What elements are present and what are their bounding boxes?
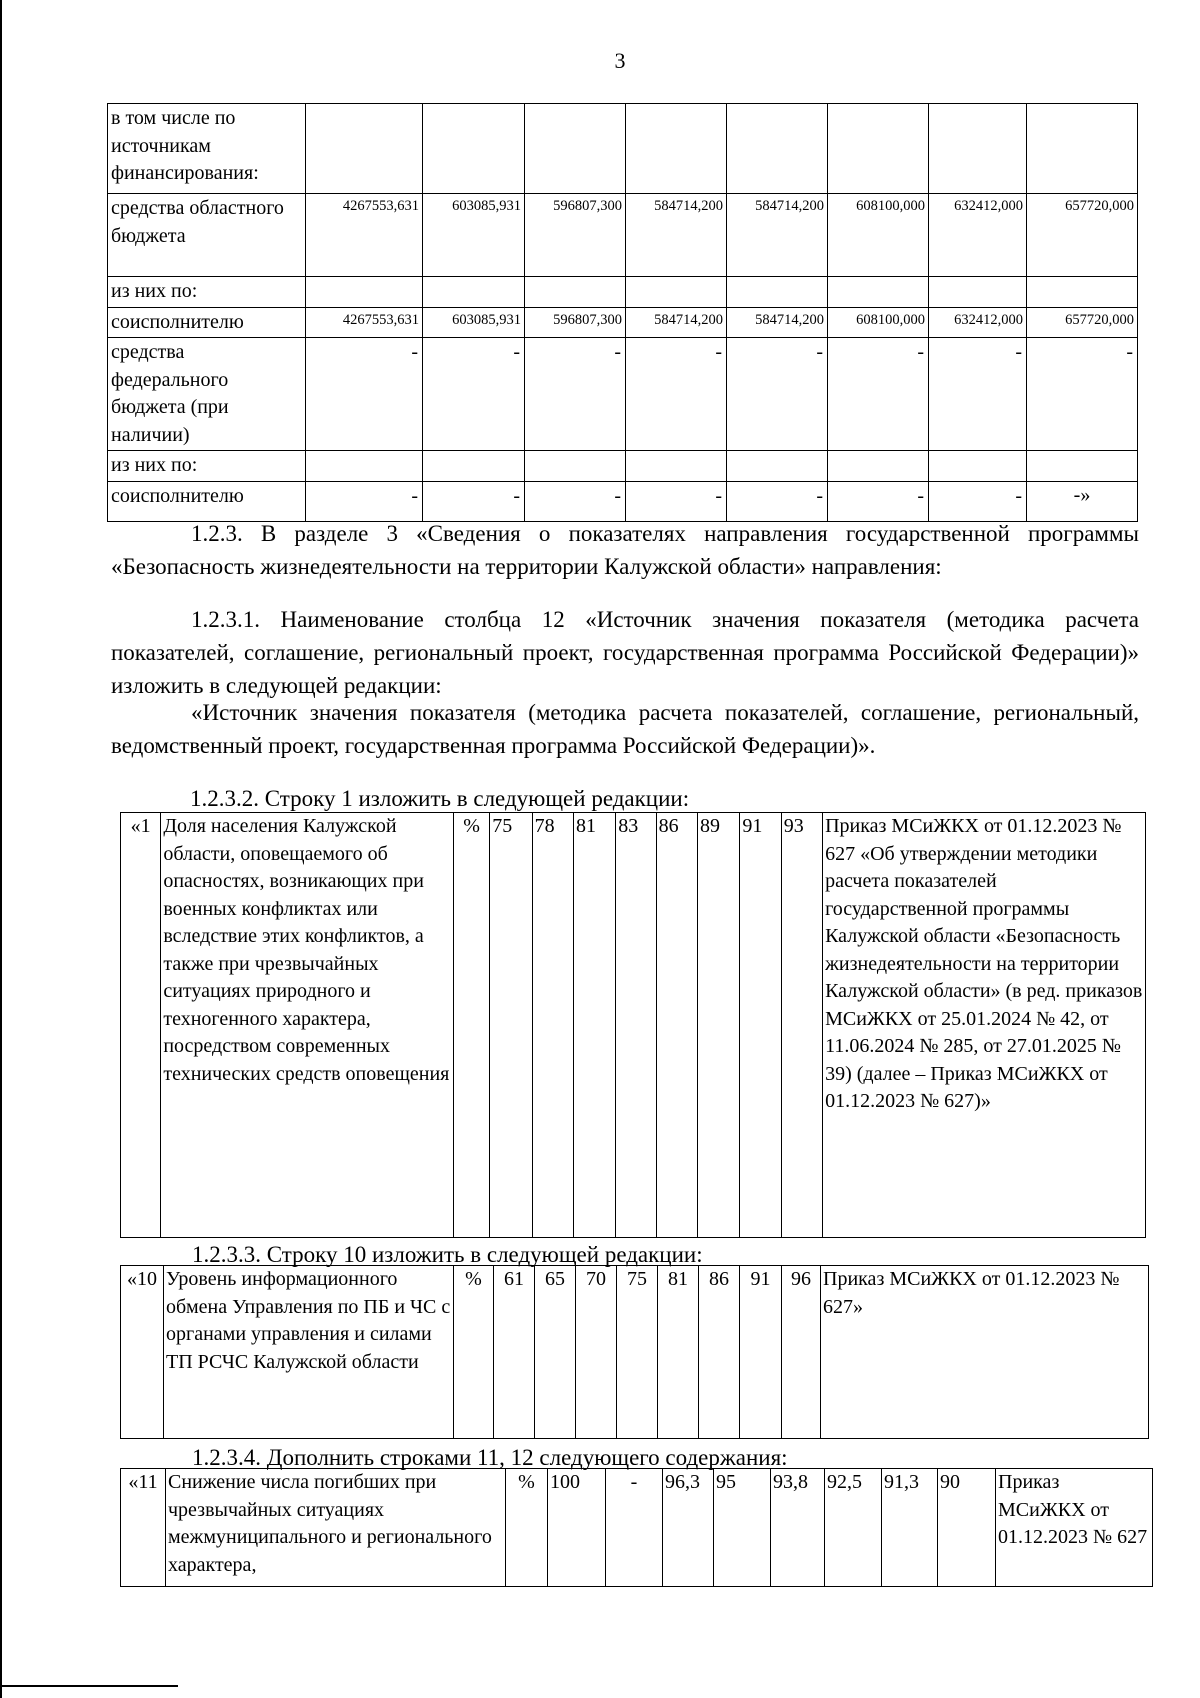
table-cell: 608100,000 (828, 307, 929, 338)
table-cell: 657720,000 (1027, 194, 1138, 277)
table-cell: - (727, 338, 828, 451)
table-cell: 89 (698, 813, 740, 1238)
table-row (108, 194, 1138, 277)
table-cell: 632412,000 (929, 194, 1027, 277)
table-row (121, 813, 1146, 1238)
table-cell: - (306, 338, 423, 451)
table-cell: 657720,000 (1027, 307, 1138, 338)
financing-table (107, 103, 1138, 522)
row-number: «10 (121, 1266, 164, 1439)
table-cell: 584714,200 (626, 307, 727, 338)
table-cell: - (606, 1469, 663, 1587)
indicator-row-10-table (120, 1265, 1149, 1439)
table-cell: 584714,200 (727, 194, 828, 277)
table-cell: - (828, 338, 929, 451)
table-cell: 78 (532, 813, 573, 1238)
page-number: 3 (614, 48, 626, 73)
indicator-row-1-table (120, 812, 1146, 1238)
co-executor-label: соисполнителю (108, 307, 306, 338)
source: Приказ МСиЖКХ от 01.12.2023 № 627» (821, 1266, 1149, 1439)
table-cell: 603085,931 (423, 194, 525, 277)
table-cell: 95 (714, 1469, 771, 1587)
table-row (121, 1266, 1149, 1439)
table-cell: 90 (938, 1469, 996, 1587)
table-cell: 81 (573, 813, 615, 1238)
paragraph-quote: «Источник значения показателя (методика расчета показателей, соглашение, региональный, ведомственный проект, государственная программа Российской Федерации)». (111, 700, 1139, 758)
indicator-name: Уровень информационного обмена Управления по ПБ и ЧС с органами управления и силами ТП РСЧС Калужской области (164, 1266, 454, 1439)
table-cell: 75 (617, 1266, 658, 1439)
table-cell: 61 (494, 1266, 535, 1439)
financing-label: в том числе по источникам финансирования: (108, 104, 306, 194)
table-row (108, 104, 1138, 194)
table-cell: 584714,200 (727, 307, 828, 338)
table-cell: 70 (576, 1266, 617, 1439)
co-executor-label: соисполнителю (108, 481, 306, 521)
table-row (121, 1469, 1153, 1587)
of-them-label: из них по: (108, 451, 306, 482)
table-cell: - (423, 338, 525, 451)
table-cell: 91 (740, 1266, 782, 1439)
of-them-label: из них по: (108, 277, 306, 308)
table-cell: 93,8 (771, 1469, 825, 1587)
regional-budget-label: средства областного бюджета (108, 194, 306, 277)
table-cell: 4267553,631 (306, 194, 423, 277)
table-cell: - (306, 481, 423, 521)
table-cell: 93 (781, 813, 822, 1238)
table-cell: - (525, 481, 626, 521)
unit: % (454, 1266, 494, 1439)
row-number: «11 (121, 1469, 166, 1587)
table-cell: 96 (782, 1266, 821, 1439)
table-cell: 92,5 (825, 1469, 882, 1587)
paragraph-1-2-3-1: 1.2.3.1. Наименование столбца 12 «Источник значения показателя (методика расчета показателей, соглашение, региональный проект, государственная программа Российской Федерации)» изложить в следующей редакции: (111, 607, 1139, 698)
table-cell: 603085,931 (423, 307, 525, 338)
table-cell: - (626, 481, 727, 521)
table-cell: - (929, 481, 1027, 521)
heading-1-2-3-3: 1.2.3.3. Строку 10 изложить в следующей редакции: (192, 1242, 703, 1267)
table-cell: 91,3 (882, 1469, 938, 1587)
table-cell: 96,3 (663, 1469, 714, 1587)
table-cell: 86 (699, 1266, 740, 1439)
scan-edge-line (0, 0, 2, 1698)
federal-budget-label: средства федерального бюджета (при наличии) (108, 338, 306, 451)
table-cell: 632412,000 (929, 307, 1027, 338)
table-cell: 83 (616, 813, 656, 1238)
unit: % (453, 813, 489, 1238)
table-cell: 596807,300 (525, 194, 626, 277)
table-row (108, 307, 1138, 338)
table-cell: - (929, 338, 1027, 451)
heading-1-2-3-4: 1.2.3.4. Дополнить строками 11, 12 следующего содержания: (192, 1445, 788, 1470)
table-cell: 596807,300 (525, 307, 626, 338)
table-cell: - (423, 481, 525, 521)
table-cell: 91 (740, 813, 781, 1238)
indicator-name: Доля населения Калужской области, оповещаемого об опасностях, возникающих при военных конфликтах или вследствие этих конфликтов, а также при чрезвычайных ситуациях природного и техногенного характера, посредством современных технических средств оповещения (161, 813, 454, 1238)
table-cell: - (525, 338, 626, 451)
table-cell: 100 (548, 1469, 606, 1587)
table-cell: - (1027, 338, 1138, 451)
table-cell: - (626, 338, 727, 451)
heading-1-2-3-2: 1.2.3.2. Строку 1 изложить в следующей редакции: (190, 786, 690, 811)
table-cell: 81 (658, 1266, 699, 1439)
row-number: «1 (121, 813, 161, 1238)
source: Приказ МСиЖКХ от 01.12.2023 № 627 (996, 1469, 1153, 1587)
indicator-row-11-table (120, 1468, 1153, 1587)
table-cell: -» (1027, 481, 1138, 521)
source: Приказ МСиЖКХ от 01.12.2023 № 627 «Об утверждении методики расчета показателей государственной программы Калужской области «Безопасность жизнедеятельности на территории Калужской области» (в ред. приказов МСиЖКХ от 25.01.2024 № 42, от 11.06.2024 № 285, от 27.01.2025 № 39) (далее – Приказ МСиЖКХ от 01.12.2023 № 627)» (823, 813, 1146, 1238)
table-row (108, 277, 1138, 308)
table-row (108, 481, 1138, 521)
unit: % (506, 1469, 548, 1587)
table-row (108, 338, 1138, 451)
table-cell: 65 (535, 1266, 576, 1439)
table-cell: 608100,000 (828, 194, 929, 277)
table-cell: 584714,200 (626, 194, 727, 277)
table-cell: - (828, 481, 929, 521)
table-cell: 75 (490, 813, 532, 1238)
paragraph-1-2-3: 1.2.3. В разделе 3 «Сведения о показателях направления государственной программы «Безопасность жизнедеятельности на территории Калужской области» направления: (111, 521, 1139, 579)
table-cell: 86 (656, 813, 697, 1238)
table-cell: 4267553,631 (306, 307, 423, 338)
indicator-name: Снижение числа погибших при чрезвычайных ситуациях межмуниципального и регионального характера, (166, 1469, 506, 1587)
table-cell: - (727, 481, 828, 521)
scan-bottom-mark (0, 1685, 178, 1687)
table-row (108, 451, 1138, 482)
